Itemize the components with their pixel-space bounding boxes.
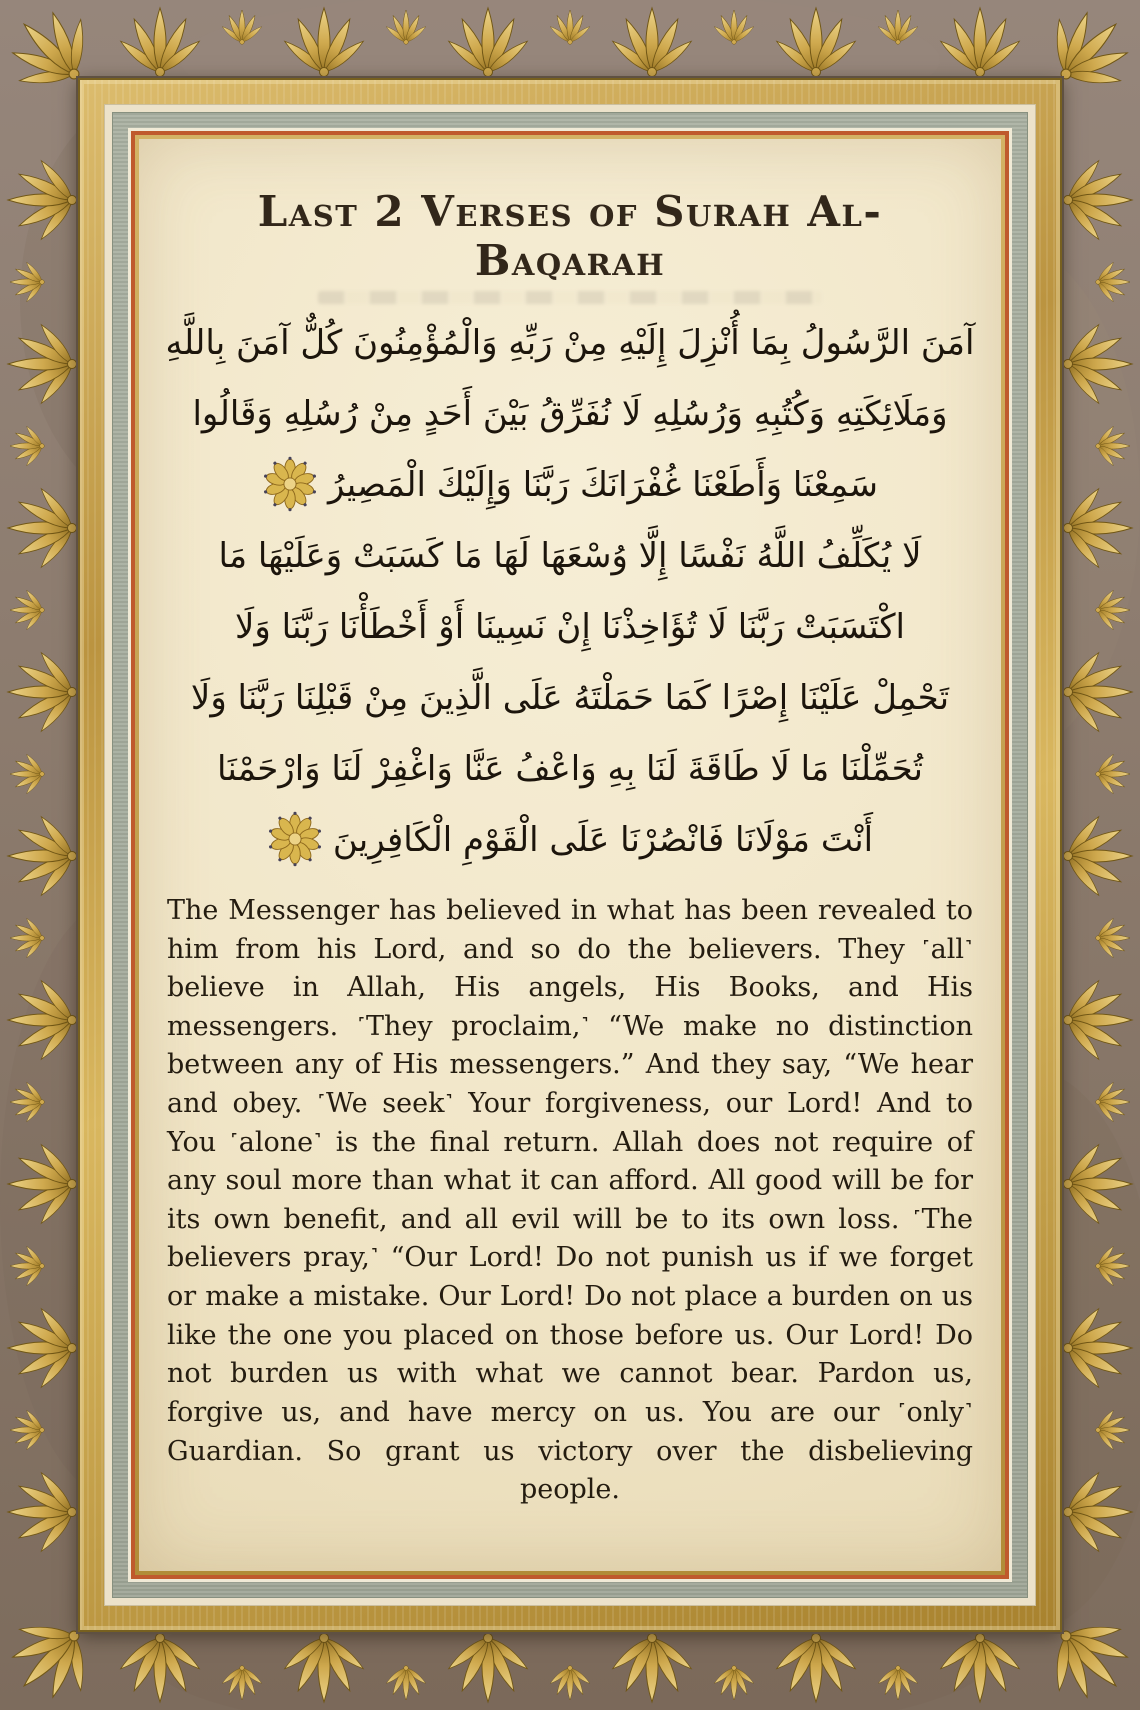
arabic-line-text: تَحْمِلْ عَلَيْنَا إِصْرًا كَمَا حَمَلْتَهُ عَلَى الَّذِينَ مِنْ قَبْلِنَا رَبَّنَا وَلَا [190, 678, 950, 718]
arabic-line [163, 663, 977, 734]
arabic-line-text: لَا يُكَلِّفُ اللَّهُ نَفْسًا إِلَّا وُسْعَهَا لَهَا مَا كَسَبَتْ وَعَلَيْهَا مَا [218, 536, 922, 576]
arabic-line [163, 521, 977, 592]
page-title: Last 2 Verses of Surah Al-Baqarah [257, 187, 883, 285]
arabic-line-text: سَمِعْنَا وَأَطَعْنَا غُفْرَانَكَ رَبَّنَا وَإِلَيْكَ الْمَصِيرُ [327, 465, 879, 505]
arabic-line-text: أَنْتَ مَوْلَانَا فَانْصُرْنَا عَلَى الْقَوْمِ الْكَافِرِينَ [332, 820, 874, 860]
arabic-line-text: تُحَمِّلْنَا مَا لَا طَاقَةَ لَنَا بِهِ وَاعْفُ عَنَّا وَاغْفِرْ لَنَا وَارْحَمْنَا [217, 749, 923, 789]
frame-band-gold-thin [135, 135, 1005, 1575]
frame-band-white [128, 128, 1012, 1582]
arabic-line-text: وَمَلَائِكَتِهِ وَكُتُبِهِ وَرُسُلِهِ لَا نُفَرِّقُ بَيْنَ أَحَدٍ مِنْ رُسُلِهِ وَقَالُوا [192, 394, 948, 434]
frame-band-teal [112, 112, 1028, 1598]
verse-end-rosette-icon [267, 811, 323, 867]
arabic-verses [163, 308, 977, 876]
arabic-line [163, 450, 977, 521]
arabic-line [163, 734, 977, 805]
arabic-line [163, 379, 977, 450]
arabic-line [163, 308, 977, 379]
frame-band-cream [104, 104, 1036, 1606]
arabic-line [163, 805, 977, 876]
translation-text: The Messenger has believed in what has been revealed to him from his Lord, and so do the believers. They ˹all˺ believe in Allah, His angels, His Books, and His messengers. ˹They proclaim,˺ “We make no distinction between any of His messengers.” And they say, “We hear and obey. ˹We seek˺ Your forgiveness, our Lord! And to You ˹alone˺ is the final return. Allah does not require of any soul more than what it can afford. All good will be for its own benefit, and all evil will be to its own loss. ˹The believers pray,˺ “Our Lord! Do not punish us if we forget or make a mistake. Our Lord! Do not place a burden on us like the one you placed on those before us. Our Lord! Do not burden us with what we cannot bear. Pardon us, forgive us, and have mercy on us. You are our ˹only˺ Guardian. So grant us victory over the disbelieving people. [167, 895, 973, 1506]
faded-stamp-watermark [318, 291, 823, 304]
verse-end-rosette-icon [262, 456, 318, 512]
arabic-line [163, 592, 977, 663]
arabic-line-text: اكْتَسَبَتْ رَبَّنَا لَا تُؤَاخِذْنَا إِنْ نَسِينَا أَوْ أَخْطَأْنَا رَبَّنَا وَلَا [235, 607, 905, 647]
arabic-line-text: آمَنَ الرَّسُولُ بِمَا أُنْزِلَ إِلَيْهِ مِنْ رَبِّهِ وَالْمُؤْمِنُونَ كُلٌّ آمَنَ بِاللَّهِ [165, 323, 975, 363]
gold-frame [78, 78, 1062, 1632]
frame-band-orange [131, 131, 1009, 1579]
parchment-panel [139, 139, 1001, 1571]
